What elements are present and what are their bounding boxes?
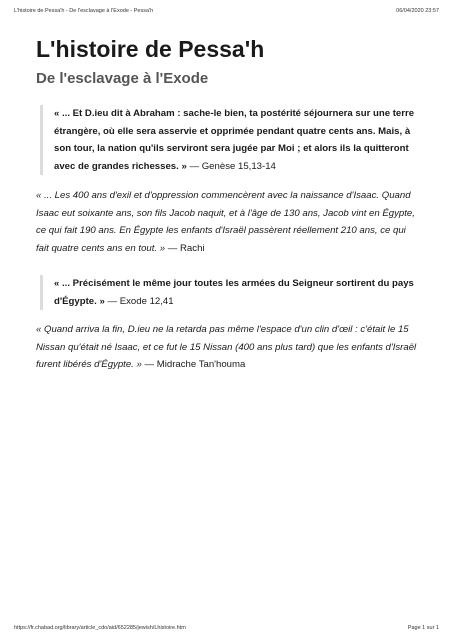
quote-source: — Genèse 15,13-14	[186, 160, 276, 172]
blockquote-exode	[40, 275, 421, 310]
quote-source: — Exode 12,41	[104, 295, 174, 307]
blockquote-genese	[40, 105, 421, 175]
print-header	[14, 9, 439, 15]
print-footer-url: https://fr.chabad.org/library/article_cdo/aid/652285/jewish/Lhistoire.htm	[14, 624, 186, 631]
quote-text: « ... Précisément le même jour toutes les armées du Seigneur sortirent du pays d'Égypte. »	[54, 278, 414, 307]
quote-text: « ... Et D.ieu dit à Abraham : sache-le bien, ta postérité séjournera sur une terre étrangère, où elle sera asservie et opprimée pendant quatre cents ans. Mais, à son tour, la nation qu'ils serviront sera jugée par Moi ; et alors ils la quitteront avec de grandes richesses. »	[54, 108, 415, 172]
article	[36, 36, 421, 374]
paragraph-text: « Quand arriva la fin, D.ieu ne la retarda pas même l'espace d'un clin d'œil : c'était le 15 Nissan qu'était né Isaac, et ce fut le 15 Nissan (400 ans plus tard) que les enfants d'Israël furent libérés d'Égypte. »	[36, 324, 417, 371]
print-footer-page-number: Page 1 sur 1	[407, 624, 439, 631]
page-title: L'histoire de Pessa'h	[36, 36, 265, 62]
print-footer	[14, 626, 439, 632]
paragraph-midrache	[36, 321, 421, 374]
paragraph-source: — Rachi	[165, 242, 205, 254]
print-header-title: L'histoire de Pessa'h - De l'esclavage à l'Exode - Pessa'h	[14, 8, 154, 14]
page-subtitle: De l'esclavage à l'Exode	[36, 69, 209, 87]
paragraph-source: — Midrache Tan'houma	[141, 359, 246, 371]
print-header-timestamp: 06/04/2020 23:57	[396, 8, 439, 14]
paragraph-rachi	[36, 187, 421, 257]
paragraph-text: « ... Les 400 ans d'exil et d'oppression commencèrent avec la naissance d'Isaac. Quand Isaac eut soixante ans, son fils Jacob naquit, et à l'âge de 130 ans, Jacob vint en Égypte, ce qui fait 190 ans. En Égypte les enfants d'Israël passèrent réellement 210 ans, ce qui fait quatre cents ans en tout. »	[36, 190, 415, 254]
